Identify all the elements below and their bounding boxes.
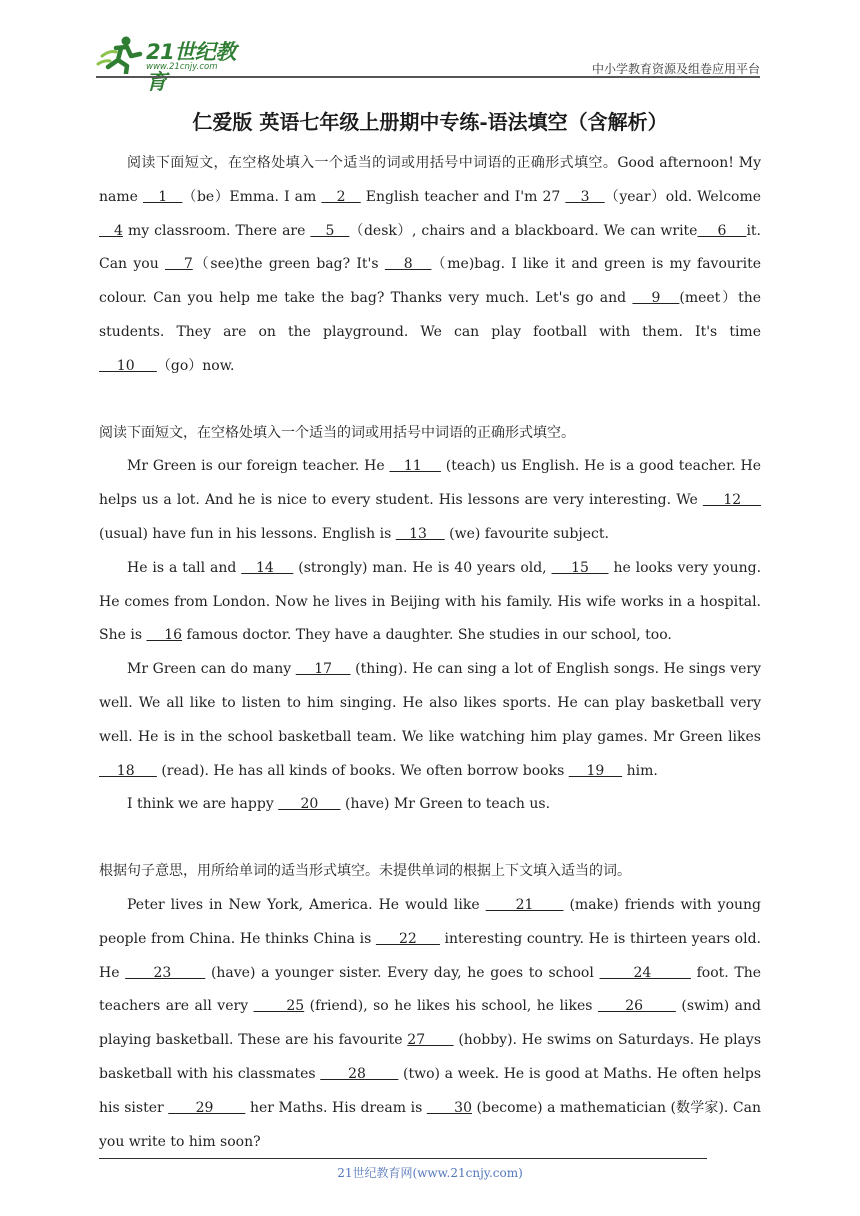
answer-blank[interactable]: 15	[551, 559, 609, 576]
answer-blank[interactable]: 29	[168, 1099, 246, 1116]
answer-blank[interactable]: 13	[395, 525, 445, 542]
answer-blank[interactable]: 25	[253, 998, 305, 1015]
answer-blank[interactable]: 20	[278, 796, 341, 813]
answer-blank[interactable]: 6	[697, 222, 747, 239]
answer-blank[interactable]: 12	[702, 492, 761, 509]
site-logo[interactable]	[96, 34, 256, 94]
passage-paragraph	[99, 147, 761, 384]
passage-text: her Maths. His dream is	[245, 1099, 427, 1116]
passage-2	[99, 417, 761, 823]
passage-text: （go）now.	[156, 357, 235, 374]
header-divider	[96, 76, 760, 78]
page-title: 仁爱版 英语七年级上册期中专练-语法填空（含解析）	[192, 110, 668, 134]
passage-text: (teach) us English. He is a good teacher. He helps us a lot. And he is nice to every student. His lessons are very interesting. We	[99, 458, 761, 509]
passage-spacer	[99, 822, 761, 855]
answer-blank[interactable]: 8	[384, 256, 432, 273]
answer-blank[interactable]: 9	[632, 290, 680, 307]
logo-url: www.21cnjy.com	[146, 62, 218, 72]
runner-icon	[96, 34, 144, 74]
passage-3	[99, 855, 761, 1159]
passage-text: (we) favourite subject.	[444, 525, 609, 542]
answer-blank[interactable]: 16	[146, 627, 183, 644]
footer-text[interactable]: 21世纪教育网(www.21cnjy.com)	[337, 1166, 523, 1180]
exercise-body	[99, 147, 761, 1159]
passage-1	[99, 147, 761, 384]
instructions	[99, 417, 761, 451]
passage-text: Mr Green is our foreign teacher. He	[127, 458, 390, 475]
passage-text: 阅读下面短文，在空格处填入一个适当的词或用括号中词语的正确形式填空。Good afternoon! My name	[99, 155, 761, 205]
passage-paragraph	[99, 889, 761, 1159]
passage-paragraph	[99, 788, 761, 822]
passage-text: (strongly) man. He is 40 years old,	[293, 559, 552, 576]
passage-text: (usual) have fun in his lessons. English is	[99, 525, 396, 542]
passage-text: (thing). He can sing a lot of English songs. He sings very well. We all like to listen to him singing. He also likes sports. He can play basketball very well. He is in the school basketball team. We like watching him play games. Mr Green likes	[99, 661, 762, 745]
passage-text: （see)the green bag? It's	[192, 256, 385, 273]
passage-text: （me)bag. I like it and green is my favourite colour. Can you help me take the bag? Thanks very much. Let's go and	[99, 256, 761, 307]
passage-text: my classroom. There are	[122, 222, 311, 239]
passage-text: (swim) and playing basketball. These are his favourite	[99, 998, 761, 1049]
answer-blank[interactable]: 11	[389, 458, 441, 475]
passage-spacer	[99, 384, 761, 417]
header-tagline: 中小学教育资源及组卷应用平台	[591, 62, 760, 76]
passage-text: Peter lives in New York, America. He would like	[127, 896, 486, 913]
passage-text: (become) a mathematician (数学家). Can you write to him soon?	[99, 1099, 762, 1150]
passage-text: He is a tall and	[127, 559, 242, 576]
footer-divider	[99, 1158, 707, 1159]
passage-text: famous doctor. They have a daughter. She studies in our school, too.	[182, 627, 672, 644]
answer-blank[interactable]: 1	[143, 188, 183, 205]
passage-text: Mr Green can do many	[127, 661, 296, 678]
passage-text: I think we are happy	[127, 796, 279, 813]
passage-text: (make) friends with young people from China. He thinks China is	[99, 896, 761, 947]
passage-text: (read). He has all kinds of books. We often borrow books	[156, 762, 569, 779]
passage-text: he looks very young. He comes from London. Now he lives in Beijing with his family. His wife works in a hospital. She is	[99, 559, 762, 644]
answer-blank[interactable]: 30	[426, 1099, 472, 1116]
passage-text: （be）Emma. I am	[182, 188, 322, 205]
passage-text: (have) Mr Green to teach us.	[340, 796, 551, 813]
passage-text: it. Can you	[99, 222, 762, 273]
answer-blank[interactable]: 28	[320, 1065, 399, 1082]
passage-text: interesting country. He is thirteen years old. He	[99, 930, 761, 981]
answer-blank[interactable]: 21	[485, 896, 564, 913]
answer-blank[interactable]: 19	[568, 762, 623, 779]
answer-blank[interactable]: 27	[407, 1032, 454, 1049]
answer-blank[interactable]: 14	[241, 559, 294, 576]
logo-text: 21世纪教育	[146, 40, 236, 94]
passage-text: (meet）the students. They are on the playground. We can play football with them. It's time	[99, 290, 762, 340]
passage-text: (friend), so he likes his school, he likes	[304, 998, 598, 1015]
answer-blank[interactable]: 24	[599, 964, 691, 981]
answer-blank[interactable]: 7	[165, 256, 193, 273]
passage-paragraph	[99, 450, 761, 551]
answer-blank[interactable]: 23	[125, 964, 206, 981]
answer-blank[interactable]: 26	[597, 998, 676, 1015]
answer-blank[interactable]: 17	[295, 661, 351, 678]
answer-blank[interactable]: 2	[321, 188, 361, 205]
passage-text: （year）old. Welcome	[604, 188, 762, 205]
passage-text: (hobby). He swims on Saturdays. He plays basketball with his classmates	[99, 1032, 762, 1082]
answer-blank[interactable]: 10	[99, 357, 157, 374]
passage-text: (have) a younger sister. Every day, he goes to school	[205, 964, 600, 981]
passage-text: 阅读下面短文，在空格处填入一个适当的词或用括号中词语的正确形式填空。	[99, 424, 575, 441]
passage-text: foot. The teachers are all very	[99, 964, 762, 1015]
passage-paragraph	[99, 653, 761, 788]
answer-blank[interactable]: 4	[99, 222, 123, 239]
answer-blank[interactable]: 18	[99, 762, 157, 779]
passage-text: him.	[622, 762, 658, 779]
passage-text: English teacher and I'm 27	[360, 188, 566, 205]
passage-text: （desk）, chairs and a blackboard. We can write	[349, 222, 698, 239]
passage-text: (two) a week. He is good at Maths. He often helps his sister	[99, 1065, 761, 1116]
page-header	[96, 30, 760, 94]
answer-blank[interactable]: 22	[375, 930, 440, 947]
passage-text: 根据句子意思，用所给单词的适当形式填空。未提供单词的根据上下文填入适当的词。	[99, 863, 631, 880]
passage-paragraph	[99, 552, 761, 653]
answer-blank[interactable]: 5	[310, 222, 350, 239]
instructions	[99, 855, 761, 889]
answer-blank[interactable]: 3	[565, 188, 605, 205]
